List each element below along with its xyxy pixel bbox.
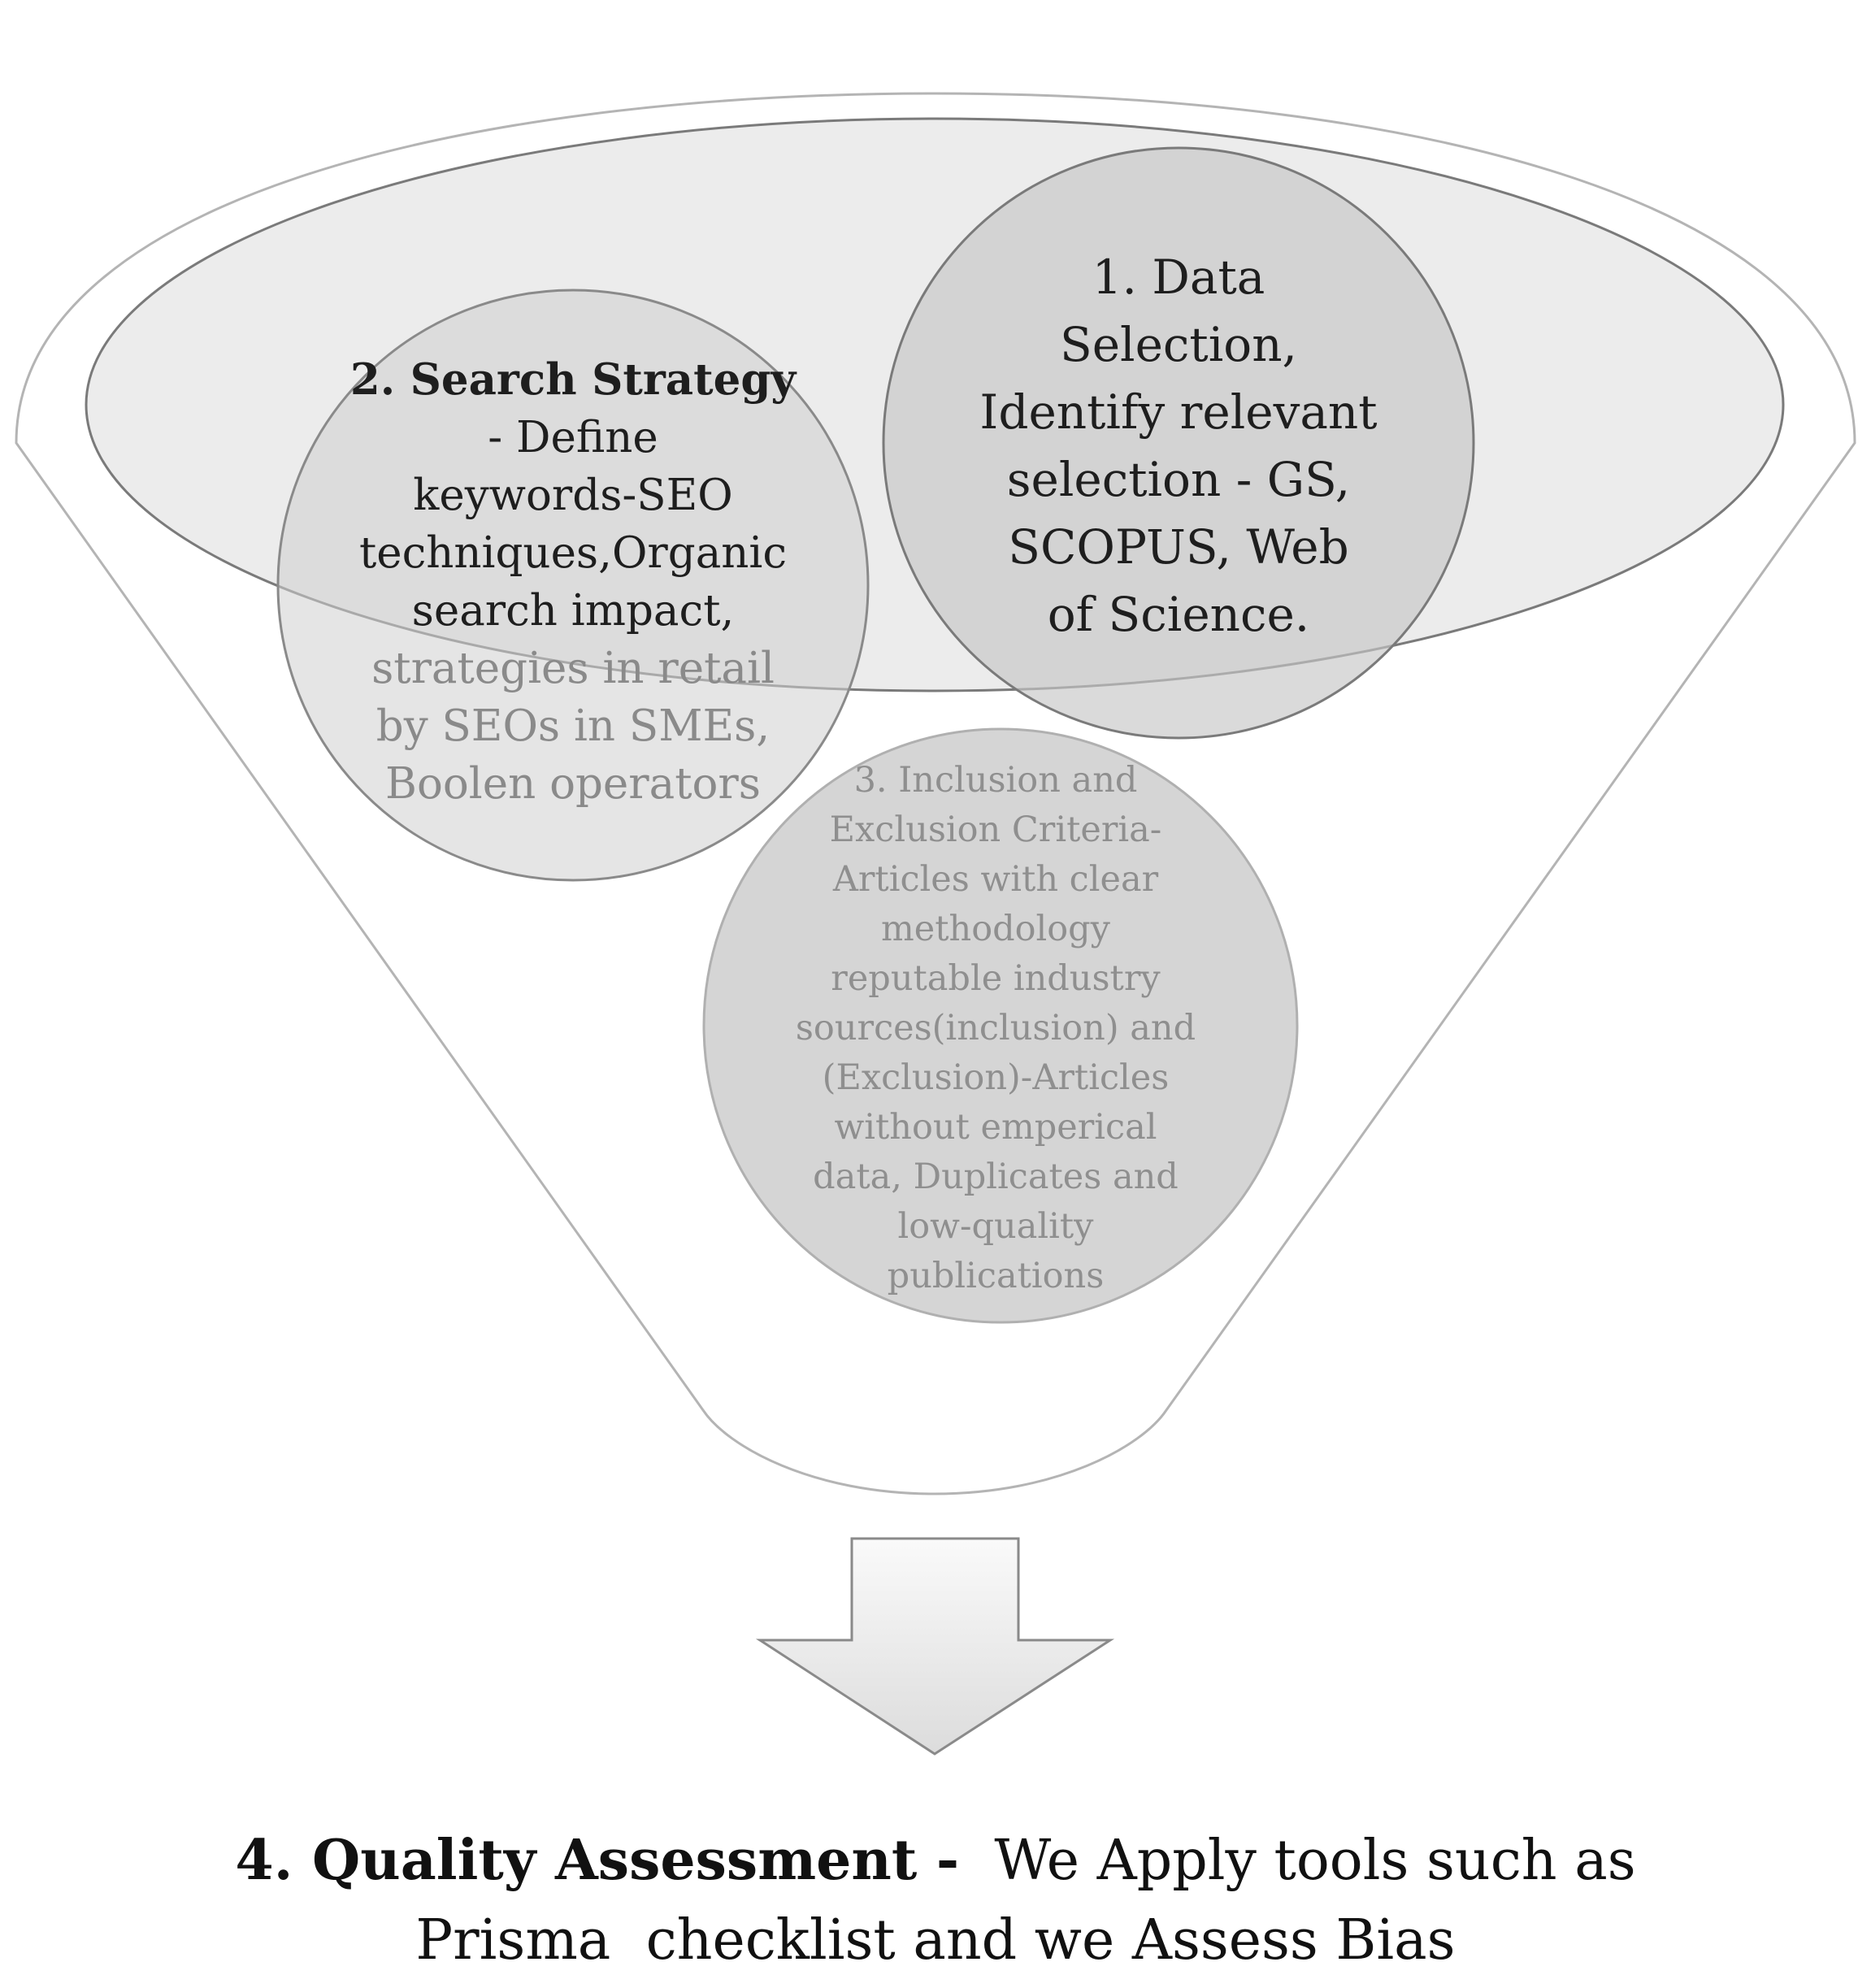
stage3-line: (Exclusion)-Articles <box>822 1057 1170 1098</box>
stage4-line1 <box>81 1821 1790 1901</box>
stage1-line: Selection, <box>1060 317 1297 372</box>
stage3-line: 3. Inclusion and <box>853 760 1138 801</box>
stage1-text <box>918 244 1439 649</box>
stage3-line: sources(inclusion) and <box>795 1008 1196 1048</box>
stage2-line: techniques,Organic <box>358 528 788 578</box>
stage2-line: Boolen operators <box>385 759 761 809</box>
stage1-line: SCOPUS, Web <box>1008 519 1349 575</box>
stage3-line: data, Duplicates and <box>813 1157 1179 1197</box>
down-arrow-icon <box>760 1539 1110 1754</box>
stage2-text <box>313 351 833 813</box>
stage4-line1-rest: We Apply tools such as <box>959 1829 1636 1893</box>
stage3-line: Exclusion Criteria- <box>829 810 1162 850</box>
stage4-caption <box>81 1821 1790 1981</box>
stage3-line: publications <box>887 1256 1105 1296</box>
stage3-line: without emperical <box>834 1107 1157 1148</box>
stage3-text <box>731 756 1260 1301</box>
stage3-line: methodology <box>881 909 1110 949</box>
stage3-line: Articles with clear <box>832 859 1159 900</box>
stage4-title: 4. Quality Assessment - <box>235 1828 960 1893</box>
stage2-line: by SEOs in SMEs, <box>376 701 771 751</box>
stage2-line: keywords-SEO <box>413 471 733 520</box>
stage2-line: - Define <box>488 413 658 462</box>
stage1-line: Identify relevant <box>979 384 1378 440</box>
stage2-line: strategies in retail <box>371 644 775 693</box>
stage2-title: 2. Search Strategy <box>349 354 797 405</box>
stage3-line: reputable industry <box>831 958 1161 999</box>
stage4-line2: Prisma checklist and we Assess Bias <box>415 1908 1456 1973</box>
stage1-line: selection - GS, <box>1006 452 1351 507</box>
stage3-line: low-quality <box>897 1206 1094 1247</box>
stage1-line: of Science. <box>1047 587 1310 642</box>
stage2-line: search impact, <box>411 586 735 636</box>
stage1-line: 1. Data <box>1092 250 1265 305</box>
